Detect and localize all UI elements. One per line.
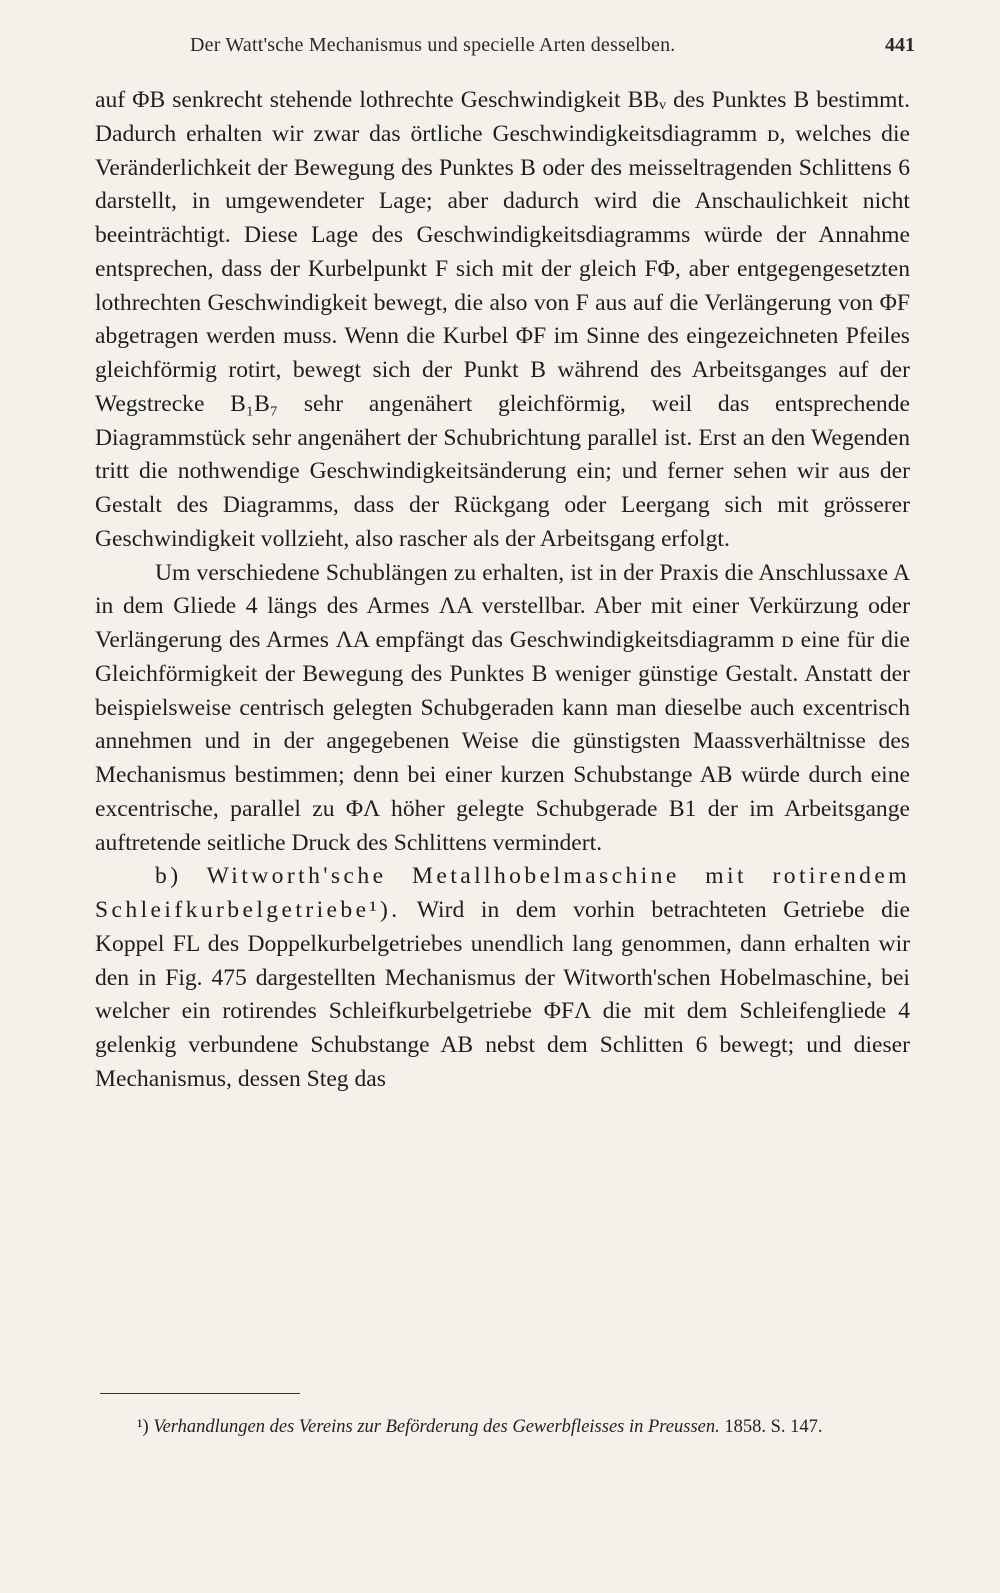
footnote-ref: 1858. S. 147. — [724, 1417, 823, 1437]
paragraph-3-text: Wird in dem vorhin betrachteten Getriebe die Koppel FL des Doppelkurbelgetriebes unendlich lang genommen, dann erhalten wir den in Fig. 475 dargestellten Mechanismus der Witworth'schen Hobelmaschine, bei welcher ein rotirendes Schleifkurbelgetriebe ΦFΛ die mit dem Schleifengliede 4 gelenkig verbundene Schubstange AB nebst dem Schlitten 6 bewegt; und dieser Mechanismus, dessen Steg das — [95, 897, 910, 1092]
page-header — [190, 34, 915, 62]
page-number: 441 — [885, 34, 915, 56]
footnote-rule — [100, 1393, 300, 1394]
running-title: Der Watt'sche Mechanismus und specielle Arten desselben. — [190, 34, 676, 56]
paragraph-2: Um verschiedene Schublängen zu erhalten, ist in der Praxis die Anschlussaxe A in dem Gliede 4 längs des Armes ΛA verstellbar. Aber mit einer Verkürzung oder Verlängerung des Armes ΛA empfängt das Geschwindigkeitsdiagramm ᴅ eine für die Gleichförmigkeit der Bewegung des Punktes B weniger günstige Gestalt. Anstatt der beispielsweise centrisch gelegten Schubgeraden kann man dieselbe auch excentrisch annehmen und in der angegebenen Weise die günstigsten Maassverhältnisse des Mechanismus bestimmen; denn bei einer kurzen Schubstange AB würde durch eine excentrische, parallel zu ΦΛ höher gelegte Schubgerade B1 der im Arbeitsgange auftretende seitliche Druck des Schlittens vermindert. — [95, 559, 910, 856]
footnote-title: Verhandlungen des Vereins zur Beförderung des Gewerbfleisses in Preussen. — [153, 1417, 720, 1437]
footnote-line — [95, 1412, 910, 1442]
footnote-marker: ¹) — [137, 1417, 149, 1437]
paragraph-1: auf ΦB senkrecht stehende lothrechte Geschwindigkeit BBᵥ des Punktes B bestimmt. Dadurch erhalten wir zwar das örtliche Geschwindigkeitsdiagramm ᴅ, welches die Veränderlichkeit der Bewegung des Punktes B oder des meisseltragenden Schlittens 6 darstellt, in umgewendeter Lage; aber dadurch wird die Anschaulichkeit nicht beeinträchtigt. Diese Lage des Geschwindigkeitsdiagramms würde der Annahme entsprechen, dass der Kurbelpunkt F sich mit der gleich FΦ, aber entgegengesetzten lothrechten Geschwindigkeit bewegt, die also von F aus auf die Verlängerung von ΦF abgetragen werden muss. Wenn die Kurbel ΦF im Sinne des eingezeichneten Pfeiles gleichförmig rotirt, bewegt sich der Punkt B während des Arbeitsganges auf der Wegstrecke B₁B₇ sehr angenähert gleichförmig, weil das entsprechende Diagrammstück sehr angenähert der Schubrichtung parallel ist. Erst an den Wegenden tritt die nothwendige Geschwindigkeitsänderung ein; und ferner sehen wir aus der Gestalt des Diagramms, dass der Rückgang oder Leergang sich mit grösserer Geschwindigkeit vollzieht, also rascher als der Arbeitsgang erfolgt. — [95, 87, 910, 552]
paragraph-3 — [95, 860, 910, 1096]
body-text — [95, 84, 910, 1097]
section-heading: b) Witworth'sche Metallhobelmaschine mit rotirendem Schleifkurbelgetriebe¹). — [95, 863, 910, 923]
footnote — [95, 1412, 910, 1442]
